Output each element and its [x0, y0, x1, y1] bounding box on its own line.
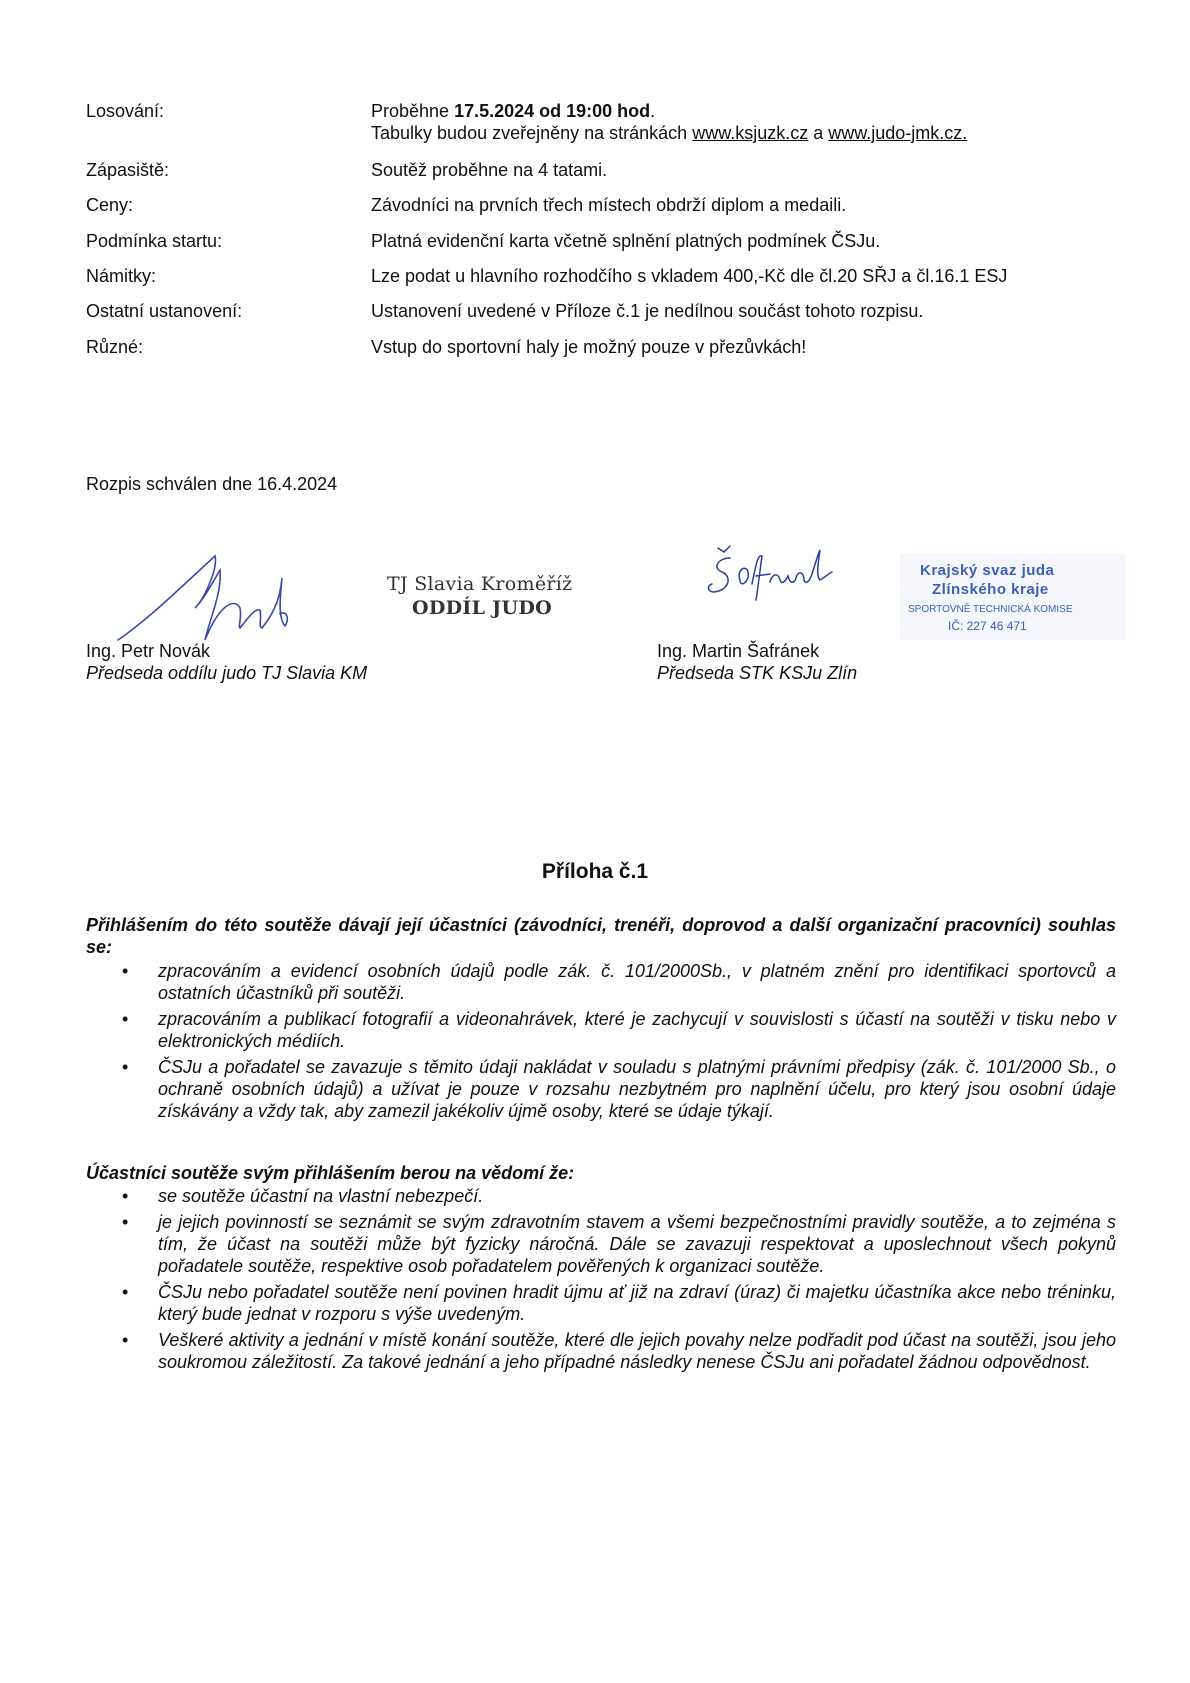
info-label: Ostatní ustanovení: [86, 301, 243, 321]
bullet-icon: • [122, 1057, 129, 1077]
signature-safranek [700, 540, 840, 610]
list-item-text: zpracováním a evidencí osobních údajů podle zák. č. 101/2000Sb., v platném znění pro identifikaci sportovců a ostatních účastníků při soutěži. [158, 961, 1116, 1003]
bullet-icon: • [122, 1282, 129, 1302]
aware-heading: Účastníci soutěže svým přihlášením berou na vědomí že: [86, 1163, 575, 1183]
signatory-role: Předseda oddílu judo TJ Slavia KM [86, 663, 368, 683]
list-item-text: ČSJu a pořadatel se zavazuje s těmito údaji nakládat v souladu s platnými právními předpisy (zák. č. 101/2000 Sb., o ochraně osobních údajů) a užívat je pouze v rozsahu nezbytném pro naplnění účelu, pro který jsou osobní údaje získávány a vždy tak, aby zamezil jakékoliv újmě osoby, které se údaje týkají. [158, 1057, 1116, 1121]
info-text: a [808, 123, 829, 143]
link-judo-jmk[interactable]: www.judo-jmk.cz. [828, 123, 968, 143]
annex-title: Příloha č.1 [541, 860, 649, 883]
list-item [86, 1281, 1116, 1325]
list-item-text: Veškeré aktivity a jednání v místě konání soutěže, které dle jejich povahy nelze podřadit pod účast na soutěži, jsou jeho soukromou záležitostí. Za takové jednání a jeho případné následky nenese ČSJu ani pořadatel žádnou odpovědnost. [158, 1330, 1116, 1372]
list-item-text: je jejich povinností se seznámit se svým zdravotním stavem a všemi bezpečnostními pravidly soutěže, a to zejména s tím, že účast na soutěži může být fyzicky náročná. Dále se zavazuji respektovat a uposlechnout všech pokynů pořadatele soutěže, respektive osob pořadatelem pověřených k organizaci soutěže. [158, 1212, 1116, 1276]
list-item-text: se soutěže účastní na vlastní nebezpečí. [158, 1186, 484, 1206]
signatory-name: Ing. Petr Novák [86, 641, 211, 661]
bullet-icon: • [122, 1330, 129, 1350]
signatory-novak [86, 640, 367, 684]
info-value: Lze podat u hlavního rozhodčího s vkladem 400,-Kč dle čl.20 SŘJ a čl.16.1 ESJ [371, 266, 1008, 286]
info-value: Platná evidenční karta včetně splnění platných podmínek ČSJu. [371, 231, 881, 251]
info-text: Tabulky budou zveřejněny na stránkách [371, 123, 693, 143]
approval-date: Rozpis schválen dne 16.4.2024 [86, 474, 338, 494]
signatory-role: Předseda STK KSJu Zlín [657, 663, 858, 683]
info-label: Námitky: [86, 266, 157, 286]
list-item [86, 1056, 1116, 1122]
list-item-text: zpracováním a publikací fotografií a videonahrávek, které je zachycují v souvislosti s účastí na soutěži v tisku nebo v elektronických médiích. [158, 1009, 1116, 1051]
info-label: Zápasiště: [86, 160, 170, 180]
info-label: Losování: [86, 101, 165, 121]
consent-heading: Přihlášením do této soutěže dávají její účastníci (závodníci, trenéři, doprovod a další organizační pracovníci) souhlas se: [86, 915, 1116, 957]
info-value: Soutěž proběhne na 4 tatami. [371, 160, 608, 180]
list-item [86, 960, 1116, 1004]
bullet-icon: • [122, 1186, 129, 1206]
list-item [86, 1329, 1116, 1373]
info-row-losovani [86, 100, 1116, 144]
info-value [371, 100, 1171, 144]
stamp-slavia-line1: TJ Slavia Kroměříž [387, 573, 573, 595]
info-value: Závodníci na prvních třech místech obdrží diplom a medaili. [371, 195, 847, 215]
link-ksjuzk[interactable]: www.ksjuzk.cz [692, 123, 809, 143]
bullet-icon: • [122, 961, 129, 981]
info-label: Různé: [86, 337, 144, 357]
aware-list [86, 1185, 1116, 1377]
bullet-icon: • [122, 1009, 129, 1029]
stamp-ksju-line4: IČ: 227 46 471 [948, 619, 1027, 633]
info-text: . [650, 101, 656, 121]
list-item-text: ČSJu nebo pořadatel soutěže není povinen hradit újmu ať již na zdraví (úraz) či majetku účastníka akce nebo tréninku, který bude jednat v rozporu s výše uvedeným. [158, 1282, 1116, 1324]
signatory-name: Ing. Martin Šafránek [657, 641, 820, 661]
list-item [86, 1185, 1116, 1207]
info-value: Ustanovení uvedené v Příloze č.1 je nedílnou součást tohoto rozpisu. [371, 301, 924, 321]
bullet-icon: • [122, 1212, 129, 1232]
stamp-ksju-line3: SPORTOVNĚ TECHNICKÁ KOMISE [908, 604, 1073, 615]
list-item [86, 1008, 1116, 1052]
info-text: Proběhne [371, 101, 455, 121]
info-label: Ceny: [86, 195, 134, 215]
consent-list [86, 960, 1116, 1126]
draw-date: 17.5.2024 od 19:00 hod [454, 101, 651, 121]
stamp-slavia-line2: ODDÍL JUDO [412, 597, 552, 619]
list-item [86, 1211, 1116, 1277]
signatory-safranek [657, 640, 857, 684]
info-value: Vstup do sportovní haly je možný pouze v přezůvkách! [371, 337, 807, 357]
stamp-ksju-line1: Krajský svaz juda [920, 562, 1055, 579]
signature-novak [110, 548, 300, 648]
info-label: Podmínka startu: [86, 231, 223, 251]
stamp-ksju-line2: Zlínského kraje [932, 581, 1049, 598]
stamp-ksju [900, 554, 1126, 640]
